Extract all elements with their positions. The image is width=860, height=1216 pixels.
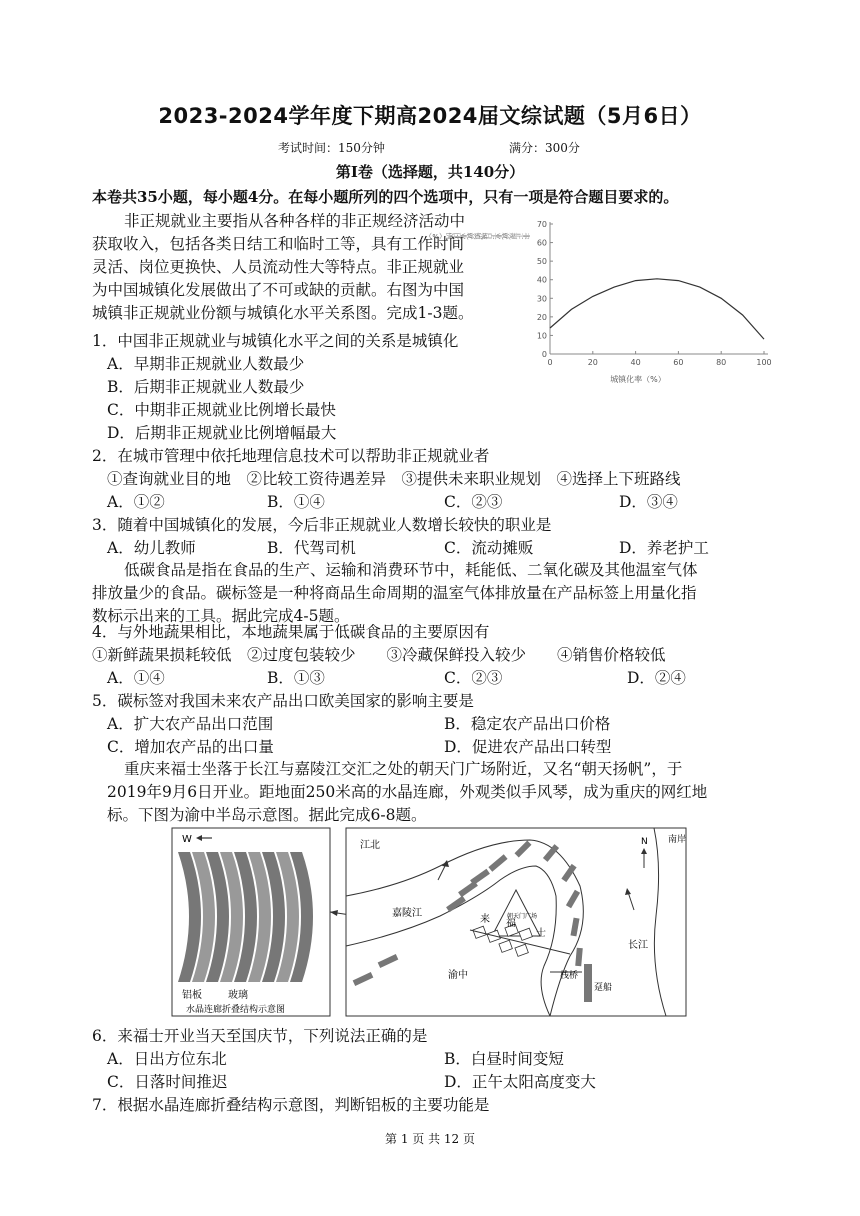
passage3-line: 2019年9月6日开业。距地面250米高的水晶连廊，外观类似手风琴，成为重庆的网红地 bbox=[107, 783, 708, 801]
y-tick-label: 40 bbox=[536, 275, 547, 285]
glass-label: 玻璃 bbox=[228, 990, 248, 1001]
y-tick-label: 70 bbox=[536, 220, 547, 229]
q6-option-a[interactable]: A．日出方位东北 bbox=[107, 1050, 227, 1068]
q4-option-d[interactable]: D．②④ bbox=[627, 669, 686, 687]
passage2-line: 排放量少的食品。碳标签是一种将商品生命周期的温室气体排放量在产品标签上用量化指 bbox=[92, 584, 697, 602]
y-tick-label: 0 bbox=[541, 350, 547, 359]
passage3-line: 重庆来福士坐落于长江与嘉陵江交汇之处的朝天门广场附近，又名“朝天扬帆”，于 bbox=[124, 760, 683, 778]
x-tick-label: 0 bbox=[547, 358, 553, 367]
chart-ylabel: 非正规就业占城镇就业比例（%） bbox=[425, 232, 530, 240]
q5-stem: 5．碳标签对我国未来农产品出口欧美国家的影响主要是 bbox=[92, 692, 474, 710]
passage2-line: 低碳食品是指在食品的生产、运输和消费环节中，耗能低、二氧化碳及其他温室气体 bbox=[124, 561, 698, 579]
x-tick-label: 40 bbox=[630, 358, 641, 367]
q4-option-b[interactable]: B．①③ bbox=[267, 669, 325, 687]
y-tick-label: 50 bbox=[536, 257, 547, 267]
q3-stem: 3．随着中国城镇化的发展，今后非正规就业人数增长较快的职业是 bbox=[92, 516, 552, 534]
q5-option-c[interactable]: C．增加农产品的出口量 bbox=[107, 738, 274, 756]
section-heading: 第Ⅰ卷（选择题，共140分） bbox=[335, 163, 525, 181]
passage2-line: 数标示出来的工具。据此完成4-5题。 bbox=[92, 607, 350, 625]
passage1-line: 获取收入，包括各类日结工和临时工等，具有工作时间 bbox=[92, 235, 465, 253]
x-tick-label: 100 bbox=[756, 358, 772, 367]
q3-option-b[interactable]: B．代驾司机 bbox=[267, 539, 356, 557]
shi-label: 士 bbox=[536, 928, 546, 939]
q1-option-d[interactable]: D．后期非正规就业比例增幅最大 bbox=[107, 424, 337, 442]
changjiang-label: 长江 bbox=[628, 940, 648, 951]
instructions: 本卷共35小题，每小题4分。在每小题所列的四个选项中，只有一项是符合题目要求的。 bbox=[92, 188, 679, 206]
nanan-label: 南岸 bbox=[668, 835, 687, 845]
q6-option-c[interactable]: C．日落时间推迟 bbox=[107, 1073, 228, 1091]
q4-option-c[interactable]: C．②③ bbox=[444, 669, 503, 687]
lai-label: 来 bbox=[480, 914, 490, 925]
q2-option-d[interactable]: D．③④ bbox=[619, 493, 678, 511]
y-tick-label: 20 bbox=[536, 312, 547, 322]
passage1-line: 为中国城镇化发展做出了不可或缺的贡献。右图为中国 bbox=[92, 281, 465, 299]
x-tick-label: 60 bbox=[673, 358, 684, 367]
chart-series-line bbox=[550, 279, 764, 339]
full-score: 满分：300分 bbox=[509, 141, 580, 155]
q5-option-d[interactable]: D．促进农产品出口转型 bbox=[444, 738, 612, 756]
aluminum-label: 铝板 bbox=[182, 990, 202, 1001]
q6-stem: 6．来福士开业当天至国庆节，下列说法正确的是 bbox=[92, 1027, 428, 1045]
fu-label: 福 bbox=[506, 918, 516, 929]
x-tick-label: 80 bbox=[716, 358, 727, 367]
q5-option-b[interactable]: B．稳定农产品出口价格 bbox=[444, 715, 611, 733]
yuzhong-figure bbox=[170, 826, 690, 1020]
exam-title: 2023-2024学年度下期高2024届文综试题（5月6日） bbox=[158, 104, 702, 128]
zhanqiao-label: 栈桥 bbox=[560, 971, 579, 981]
page-footer: 第 1 页 共 12 页 bbox=[385, 1132, 475, 1146]
x-tick-label: 20 bbox=[587, 358, 598, 367]
passage1-line: 城镇非正规就业份额与城镇化水平关系图。完成1-3题。 bbox=[92, 304, 474, 322]
y-tick-label: 10 bbox=[536, 331, 547, 341]
structure-caption: 水晶连廊折叠结构示意图 bbox=[186, 1005, 286, 1015]
west-label: W bbox=[182, 834, 192, 845]
exam-time: 考试时间：150分钟 bbox=[278, 141, 385, 155]
q4-option-a[interactable]: A．①④ bbox=[107, 669, 165, 687]
q7-stem: 7．根据水晶连廊折叠结构示意图，判断铝板的主要功能是 bbox=[92, 1096, 490, 1114]
employment-chart bbox=[425, 212, 778, 390]
q4-items: ①新鲜蔬果损耗较低 ②过度包装较少 ③冷藏保鲜投入较少 ④销售价格较低 bbox=[92, 646, 666, 664]
q3-option-a[interactable]: A．幼儿教师 bbox=[107, 539, 196, 557]
passage1-line: 非正规就业主要指从各种各样的非正规经济活动中 bbox=[124, 212, 466, 230]
passage3-line: 标。下图为渝中半岛示意图。据此完成6-8题。 bbox=[107, 806, 427, 824]
passage1-line: 灵活、岗位更换快、人员流动性大等特点。非正规就业 bbox=[92, 258, 465, 276]
q5-option-a[interactable]: A．扩大农产品出口范围 bbox=[107, 715, 274, 733]
q1-stem: 1．中国非正规就业与城镇化水平之间的关系是城镇化 bbox=[92, 332, 459, 350]
q2-option-c[interactable]: C．②③ bbox=[444, 493, 503, 511]
north-label: N bbox=[641, 837, 648, 847]
y-tick-label: 30 bbox=[536, 294, 547, 304]
q2-option-a[interactable]: A．①② bbox=[107, 493, 165, 511]
q2-stem: 2．在城市管理中依托地理信息技术可以帮助非正规就业者 bbox=[92, 447, 490, 465]
q2-option-b[interactable]: B．①④ bbox=[267, 493, 325, 511]
q6-option-d[interactable]: D．正午太阳高度变大 bbox=[444, 1073, 596, 1091]
q1-option-c[interactable]: C．中期非正规就业比例增长最快 bbox=[107, 401, 336, 419]
jialingjiang-label: 嘉陵江 bbox=[392, 908, 422, 919]
square-label: 朝天门广场 bbox=[507, 913, 538, 920]
q1-option-b[interactable]: B．后期非正规就业人数最少 bbox=[107, 378, 305, 396]
q3-option-d[interactable]: D．养老护工 bbox=[619, 539, 709, 557]
q1-option-a[interactable]: A．早期非正规就业人数最少 bbox=[107, 355, 305, 373]
folding-structure bbox=[178, 852, 313, 982]
q3-option-c[interactable]: C．流动摊贩 bbox=[444, 539, 534, 557]
yuzhong-label: 渝中 bbox=[448, 970, 468, 981]
jiangbei-label: 江北 bbox=[360, 840, 380, 851]
chart-xlabel: 城镇化率（%） bbox=[610, 375, 666, 384]
q4-stem: 4．与外地蔬果相比，本地蔬果属于低碳食品的主要原因有 bbox=[92, 623, 490, 641]
q6-option-b[interactable]: B．白昼时间变短 bbox=[444, 1050, 564, 1068]
y-tick-label: 60 bbox=[536, 238, 547, 248]
q2-items: ①查询就业目的地 ②比较工资待遇差异 ③提供未来职业规划 ④选择上下班路线 bbox=[107, 470, 681, 488]
dunchuan-label: 趸船 bbox=[594, 983, 613, 993]
